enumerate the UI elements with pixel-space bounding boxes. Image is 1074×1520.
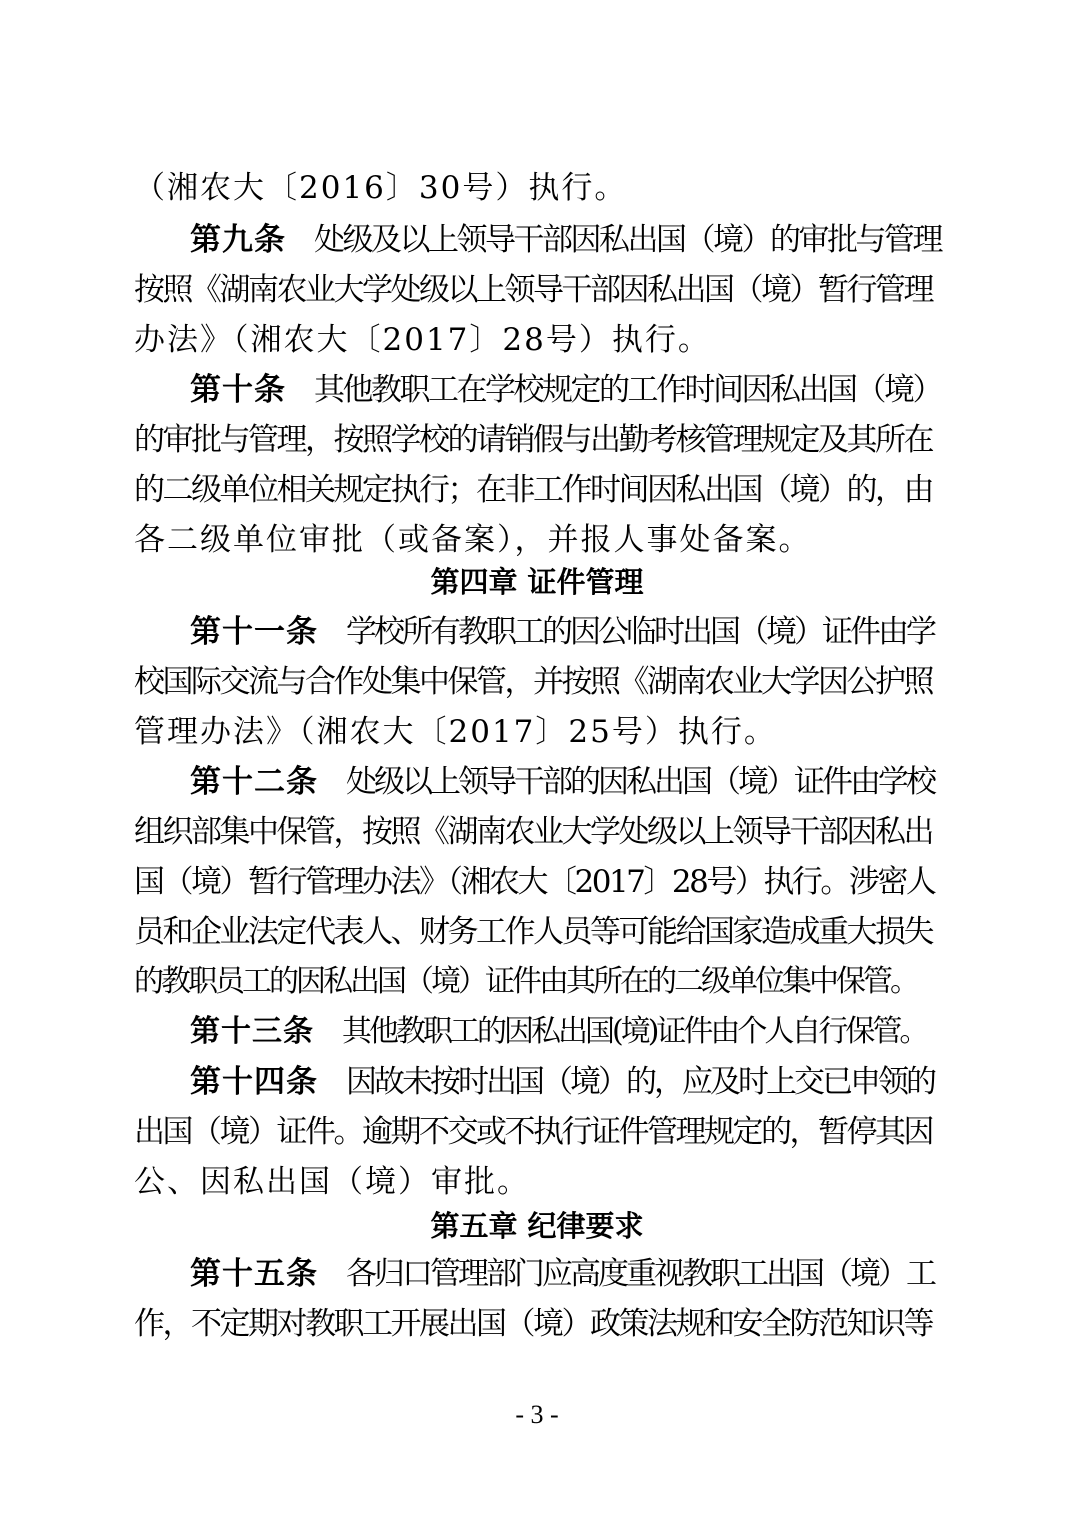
page-number: - 3 - xyxy=(515,1400,559,1429)
article-13-line: 第十三条 其他教职工的因私出国(境)证件由个人自行保管。 xyxy=(190,1014,927,1049)
paragraph-line: 管理办法》（湘农大〔2017〕25号）执行。 xyxy=(134,714,777,750)
article-label: 第十二条 xyxy=(190,764,318,800)
paragraph-line: 校国际交流与合作处集中保管，并按照《湖南农业大学因公护照 xyxy=(134,664,932,700)
article-label: 第十一条 xyxy=(190,614,318,650)
article-label: 第十条 xyxy=(190,372,286,408)
article-15-line: 第十五条 各归口管理部门应高度重视教职工出国（境）工 xyxy=(190,1256,934,1292)
paragraph-line: 公、因私出国（境）审批。 xyxy=(134,1164,530,1200)
paragraph-line: 国（境）暂行管理办法》（湘农大〔2017〕28号）执行。涉密人 xyxy=(134,864,935,900)
article-12-line: 第十二条 处级以上领导干部的因私出国（境）证件由学校 xyxy=(190,764,934,800)
paragraph-line: 按照《湖南农业大学处级以上领导干部因私出国（境）暂行管理 xyxy=(134,272,932,308)
paragraph-line: 的审批与管理，按照学校的请销假与出勤考核管理规定及其所在 xyxy=(134,422,932,458)
chapter-4-heading: 第四章 证件管理 xyxy=(430,565,644,599)
paragraph-line: 组织部集中保管，按照《湖南农业大学处级以上领导干部因私出 xyxy=(134,814,932,850)
paragraph-line: 各二级单位审批（或备案），并报人事处备案。 xyxy=(134,522,812,558)
article-10-line: 第十条 其他教职工在学校规定的工作时间因私出国（境） xyxy=(190,372,941,408)
chapter-5-heading: 第五章 纪律要求 xyxy=(430,1209,644,1243)
article-label: 第十三条 xyxy=(190,1014,314,1049)
article-label: 第九条 xyxy=(190,222,286,258)
article-label: 第十五条 xyxy=(190,1256,318,1292)
paragraph-line: （湘农大〔2016〕30号）执行。 xyxy=(134,170,628,206)
article-14-line: 第十四条 因故未按时出国（境）的，应及时上交已申领的 xyxy=(190,1064,934,1100)
paragraph-line: 出国（境）证件。逾期不交或不执行证件管理规定的，暂停其因 xyxy=(134,1114,932,1150)
paragraph-line: 员和企业法定代表人、财务工作人员等可能给国家造成重大损失 xyxy=(134,914,932,950)
paragraph-line: 的教职员工的因私出国（境）证件由其所在的二级单位集中保管。 xyxy=(134,964,917,999)
article-9-line: 第九条 处级及以上领导干部因私出国（境）的审批与管理 xyxy=(190,222,941,258)
article-label: 第十四条 xyxy=(190,1064,318,1100)
paragraph-line: 作，不定期对教职工开展出国（境）政策法规和安全防范知识等 xyxy=(134,1306,932,1342)
paragraph-line: 的二级单位相关规定执行；在非工作时间因私出国（境）的，由 xyxy=(134,472,932,508)
paragraph-line: 办法》（湘农大〔2017〕28号）执行。 xyxy=(134,322,711,358)
article-11-line: 第十一条 学校所有教职工的因公临时出国（境）证件由学 xyxy=(190,614,934,650)
